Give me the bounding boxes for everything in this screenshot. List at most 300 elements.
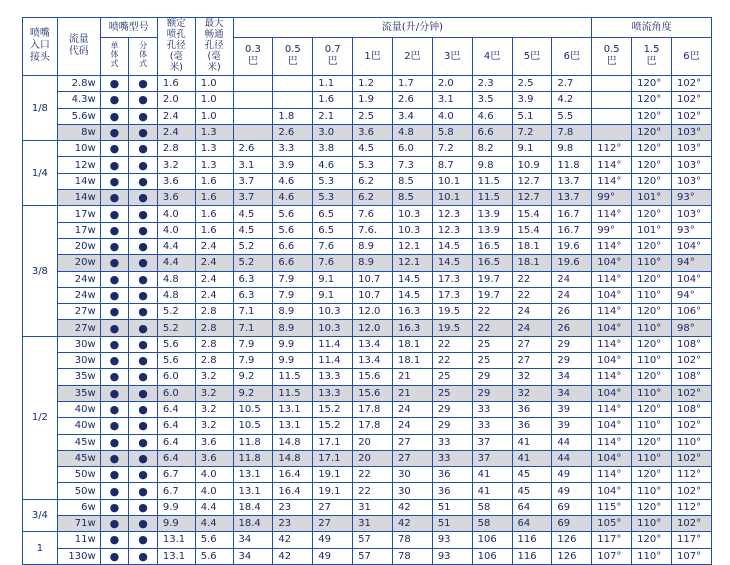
flow-cell: 21 bbox=[392, 385, 432, 401]
split-dot: ● bbox=[129, 450, 158, 466]
single-dot: ● bbox=[100, 467, 129, 483]
flow-code-cell: 30w bbox=[57, 336, 100, 352]
angle-cell: 120° bbox=[632, 108, 672, 124]
split-dot: ● bbox=[129, 434, 158, 450]
header-inlet: 喷嘴入口接头 bbox=[23, 18, 58, 76]
inlet-cell: 1/8 bbox=[23, 76, 58, 141]
angle-cell: 104° bbox=[592, 353, 632, 369]
flow-cell: 24 bbox=[392, 418, 432, 434]
flow-cell: 6.3 bbox=[233, 271, 273, 287]
split-dot: ● bbox=[129, 287, 158, 303]
angle-cell: 102° bbox=[671, 418, 711, 434]
angle-cell: 120° bbox=[632, 467, 672, 483]
angle-cell: 110° bbox=[632, 548, 672, 564]
flow-cell: 27 bbox=[313, 499, 353, 515]
table-row bbox=[23, 320, 712, 336]
flow-cell: 3.4 bbox=[392, 108, 432, 124]
flow-cell: 30 bbox=[392, 467, 432, 483]
flow-code-cell: 5.6w bbox=[57, 108, 100, 124]
flow-cell: 93 bbox=[432, 548, 472, 564]
flow-cell: 36 bbox=[432, 467, 472, 483]
flow-cell: 19.7 bbox=[472, 287, 512, 303]
single-dot: ● bbox=[100, 336, 129, 352]
header-pressure-1: 0.5巴 bbox=[273, 37, 313, 75]
flow-cell: 16.5 bbox=[472, 255, 512, 271]
split-dot: ● bbox=[129, 238, 158, 254]
flow-cell: 9.2 bbox=[233, 369, 273, 385]
flow-cell: 10.5 bbox=[233, 418, 273, 434]
passage-cell: 3.6 bbox=[195, 434, 233, 450]
flow-cell: 11.5 bbox=[273, 369, 313, 385]
flow-cell: 4.6 bbox=[273, 190, 313, 206]
flow-cell: 37 bbox=[472, 434, 512, 450]
flow-cell: 18.1 bbox=[512, 238, 552, 254]
flow-cell: 22 bbox=[432, 336, 472, 352]
flow-cell: 4.6 bbox=[472, 108, 512, 124]
flow-cell: 26 bbox=[552, 304, 592, 320]
angle-cell: 110° bbox=[632, 287, 672, 303]
flow-cell: 16.3 bbox=[392, 304, 432, 320]
flow-code-cell: 4.3w bbox=[57, 92, 100, 108]
angle-cell: 103° bbox=[671, 173, 711, 189]
angle-cell: 114° bbox=[592, 304, 632, 320]
single-dot: ● bbox=[100, 206, 129, 222]
single-dot: ● bbox=[100, 304, 129, 320]
split-dot: ● bbox=[129, 401, 158, 417]
header-pressure-5: 3巴 bbox=[432, 37, 472, 75]
single-dot: ● bbox=[100, 418, 129, 434]
flow-cell: 10.7 bbox=[353, 271, 393, 287]
angle-cell bbox=[592, 76, 632, 92]
single-dot: ● bbox=[100, 369, 129, 385]
flow-cell: 11.8 bbox=[552, 157, 592, 173]
header-angle-pressure-2: 6巴 bbox=[671, 37, 711, 75]
flow-cell: 3.7 bbox=[233, 173, 273, 189]
inlet-cell: 1 bbox=[23, 532, 58, 565]
header-pressure-3: 1巴 bbox=[353, 37, 393, 75]
flow-cell: 44 bbox=[552, 450, 592, 466]
flow-cell: 45 bbox=[512, 483, 552, 499]
flow-code-cell: 6w bbox=[57, 499, 100, 515]
angle-cell: 110° bbox=[632, 385, 672, 401]
flow-cell: 11.4 bbox=[313, 353, 353, 369]
flow-cell: 10.7 bbox=[353, 287, 393, 303]
passage-cell: 4.0 bbox=[195, 467, 233, 483]
flow-cell: 69 bbox=[552, 499, 592, 515]
flow-cell: 1.9 bbox=[353, 92, 393, 108]
flow-cell bbox=[233, 124, 273, 140]
header-model: 喷嘴型号 bbox=[100, 18, 157, 38]
flow-cell: 13.3 bbox=[313, 369, 353, 385]
flow-cell: 13.9 bbox=[472, 222, 512, 238]
table-row bbox=[23, 124, 712, 140]
flow-code-cell: 11w bbox=[57, 532, 100, 548]
flow-cell: 8.9 bbox=[353, 255, 393, 271]
flow-cell: 18.1 bbox=[392, 353, 432, 369]
flow-cell: 31 bbox=[353, 499, 393, 515]
angle-cell: 104° bbox=[592, 418, 632, 434]
table-row bbox=[23, 157, 712, 173]
angle-cell: 93° bbox=[671, 222, 711, 238]
flow-cell: 51 bbox=[432, 516, 472, 532]
flow-cell: 11.4 bbox=[313, 336, 353, 352]
flow-cell: 5.1 bbox=[512, 108, 552, 124]
orifice-cell: 4.4 bbox=[157, 255, 195, 271]
passage-cell: 5.6 bbox=[195, 532, 233, 548]
flow-code-cell: 71w bbox=[57, 516, 100, 532]
angle-cell: 114° bbox=[592, 434, 632, 450]
table-row bbox=[23, 190, 712, 206]
flow-code-cell: 14w bbox=[57, 173, 100, 189]
orifice-cell: 5.6 bbox=[157, 336, 195, 352]
flow-cell: 17.8 bbox=[353, 401, 393, 417]
flow-cell: 93 bbox=[432, 532, 472, 548]
table-row bbox=[23, 401, 712, 417]
flow-cell: 19.7 bbox=[472, 271, 512, 287]
angle-cell: 102° bbox=[671, 353, 711, 369]
single-dot: ● bbox=[100, 401, 129, 417]
flow-cell: 27 bbox=[392, 434, 432, 450]
flow-cell: 24 bbox=[552, 287, 592, 303]
flow-cell: 29 bbox=[472, 369, 512, 385]
flow-code-cell: 35w bbox=[57, 369, 100, 385]
angle-cell: 106° bbox=[671, 304, 711, 320]
flow-cell: 34 bbox=[552, 369, 592, 385]
header-pressure-6: 4巴 bbox=[472, 37, 512, 75]
passage-cell: 1.0 bbox=[195, 92, 233, 108]
angle-cell: 105° bbox=[592, 516, 632, 532]
flow-cell: 31 bbox=[353, 516, 393, 532]
flow-cell: 42 bbox=[273, 548, 313, 564]
flow-cell: 3.5 bbox=[472, 92, 512, 108]
flow-cell: 7.8 bbox=[552, 124, 592, 140]
flow-cell: 34 bbox=[233, 532, 273, 548]
flow-cell: 57 bbox=[353, 548, 393, 564]
flow-cell: 8.2 bbox=[472, 141, 512, 157]
flow-cell: 2.3 bbox=[472, 76, 512, 92]
flow-cell: 3.6 bbox=[353, 124, 393, 140]
flow-cell: 6.6 bbox=[472, 124, 512, 140]
flow-cell: 24 bbox=[552, 271, 592, 287]
flow-cell: 36 bbox=[512, 418, 552, 434]
flow-cell: 9.2 bbox=[233, 385, 273, 401]
flow-cell: 39 bbox=[552, 418, 592, 434]
split-dot: ● bbox=[129, 222, 158, 238]
flow-cell: 69 bbox=[552, 516, 592, 532]
flow-cell: 7.1 bbox=[233, 304, 273, 320]
flow-cell: 36 bbox=[512, 401, 552, 417]
flow-code-cell: 27w bbox=[57, 304, 100, 320]
flow-cell: 8.9 bbox=[353, 238, 393, 254]
flow-cell: 19.5 bbox=[432, 304, 472, 320]
flow-cell: 16.4 bbox=[273, 467, 313, 483]
flow-cell: 6.5 bbox=[313, 222, 353, 238]
flow-cell: 27 bbox=[392, 450, 432, 466]
header-flow: 流量(升/分钟) bbox=[233, 18, 592, 38]
flow-cell: 58 bbox=[472, 516, 512, 532]
flow-cell: 12.3 bbox=[432, 222, 472, 238]
table-row bbox=[23, 499, 712, 515]
passage-cell: 1.6 bbox=[195, 206, 233, 222]
flow-cell: 33 bbox=[432, 450, 472, 466]
orifice-cell: 4.8 bbox=[157, 271, 195, 287]
flow-cell: 23 bbox=[273, 516, 313, 532]
angle-cell: 101° bbox=[632, 222, 672, 238]
flow-cell: 14.5 bbox=[392, 271, 432, 287]
flow-code-cell: 10w bbox=[57, 141, 100, 157]
flow-cell: 7.3 bbox=[392, 157, 432, 173]
header-pressure-4: 2巴 bbox=[392, 37, 432, 75]
flow-cell: 3.0 bbox=[313, 124, 353, 140]
flow-code-cell: 24w bbox=[57, 271, 100, 287]
split-dot: ● bbox=[129, 255, 158, 271]
flow-cell: 4.0 bbox=[432, 108, 472, 124]
flow-cell: 11.5 bbox=[472, 173, 512, 189]
flow-cell: 13.1 bbox=[273, 401, 313, 417]
flow-cell: 9.8 bbox=[552, 141, 592, 157]
header-passage: 最大畅通孔径(毫米) bbox=[195, 18, 233, 76]
orifice-cell: 4.0 bbox=[157, 206, 195, 222]
angle-cell bbox=[592, 124, 632, 140]
flow-cell: 11.5 bbox=[273, 385, 313, 401]
table-row bbox=[23, 76, 712, 92]
flow-cell: 1.1 bbox=[313, 76, 353, 92]
single-dot: ● bbox=[100, 483, 129, 499]
flow-cell: 12.0 bbox=[353, 320, 393, 336]
flow-cell: 2.1 bbox=[313, 108, 353, 124]
split-dot: ● bbox=[129, 467, 158, 483]
angle-cell: 110° bbox=[632, 353, 672, 369]
orifice-cell: 2.4 bbox=[157, 124, 195, 140]
flow-cell: 4.5 bbox=[233, 206, 273, 222]
angle-cell: 103° bbox=[671, 157, 711, 173]
passage-cell: 2.8 bbox=[195, 353, 233, 369]
flow-cell: 4.6 bbox=[313, 157, 353, 173]
flow-cell: 5.2 bbox=[233, 255, 273, 271]
flow-cell: 10.5 bbox=[233, 401, 273, 417]
orifice-cell: 6.0 bbox=[157, 385, 195, 401]
passage-cell: 2.8 bbox=[195, 304, 233, 320]
flow-cell: 24 bbox=[392, 401, 432, 417]
orifice-cell: 5.2 bbox=[157, 320, 195, 336]
inlet-cell: 1/4 bbox=[23, 141, 58, 206]
orifice-cell: 3.6 bbox=[157, 190, 195, 206]
flow-cell: 16.7 bbox=[552, 222, 592, 238]
flow-cell: 22 bbox=[353, 483, 393, 499]
flow-cell: 22 bbox=[353, 467, 393, 483]
passage-cell: 1.3 bbox=[195, 157, 233, 173]
flow-cell: 2.0 bbox=[432, 76, 472, 92]
flow-cell: 10.1 bbox=[432, 190, 472, 206]
single-dot: ● bbox=[100, 255, 129, 271]
orifice-cell: 2.4 bbox=[157, 108, 195, 124]
flow-cell: 45 bbox=[512, 467, 552, 483]
flow-cell: 37 bbox=[472, 450, 512, 466]
angle-cell: 114° bbox=[592, 238, 632, 254]
flow-cell: 27 bbox=[512, 336, 552, 352]
single-dot: ● bbox=[100, 532, 129, 548]
flow-cell: 7.2 bbox=[512, 124, 552, 140]
flow-cell: 22 bbox=[472, 320, 512, 336]
angle-cell: 110° bbox=[632, 418, 672, 434]
flow-cell: 4.5 bbox=[233, 222, 273, 238]
orifice-cell: 13.1 bbox=[157, 532, 195, 548]
header-orifice: 额定喷孔孔径(毫米) bbox=[157, 18, 195, 76]
single-dot: ● bbox=[100, 222, 129, 238]
passage-cell: 4.4 bbox=[195, 516, 233, 532]
flow-cell: 12.1 bbox=[392, 255, 432, 271]
flow-cell: 32 bbox=[512, 385, 552, 401]
flow-cell: 14.8 bbox=[273, 450, 313, 466]
header-angle-pressure-0: 0.5巴 bbox=[592, 37, 632, 75]
flow-cell: 5.3 bbox=[313, 190, 353, 206]
split-dot: ● bbox=[129, 516, 158, 532]
flow-code-cell: 2.8w bbox=[57, 76, 100, 92]
flow-cell: 33 bbox=[472, 401, 512, 417]
table-row bbox=[23, 532, 712, 548]
table-row bbox=[23, 434, 712, 450]
passage-cell: 2.4 bbox=[195, 255, 233, 271]
passage-cell: 3.2 bbox=[195, 369, 233, 385]
flow-cell: 14.5 bbox=[432, 255, 472, 271]
single-dot: ● bbox=[100, 173, 129, 189]
flow-cell: 106 bbox=[472, 532, 512, 548]
passage-cell: 1.0 bbox=[195, 108, 233, 124]
flow-cell: 126 bbox=[552, 548, 592, 564]
single-dot: ● bbox=[100, 238, 129, 254]
flow-cell: 1.7 bbox=[392, 76, 432, 92]
flow-cell: 1.8 bbox=[273, 108, 313, 124]
flow-code-cell: 45w bbox=[57, 450, 100, 466]
flow-cell: 15.6 bbox=[353, 369, 393, 385]
flow-cell: 3.9 bbox=[512, 92, 552, 108]
flow-cell: 8.7 bbox=[432, 157, 472, 173]
table-row bbox=[23, 141, 712, 157]
flow-cell: 15.2 bbox=[313, 401, 353, 417]
angle-cell: 104° bbox=[592, 385, 632, 401]
flow-cell: 10.9 bbox=[512, 157, 552, 173]
flow-cell: 42 bbox=[273, 532, 313, 548]
header-single: 单体式 bbox=[100, 37, 129, 75]
flow-cell: 58 bbox=[472, 499, 512, 515]
angle-cell: 94° bbox=[671, 255, 711, 271]
flow-cell: 16.4 bbox=[273, 483, 313, 499]
flow-cell: 16.3 bbox=[392, 320, 432, 336]
flow-cell: 7.6 bbox=[353, 206, 393, 222]
flow-cell: 10.3 bbox=[392, 222, 432, 238]
flow-cell: 13.7 bbox=[552, 173, 592, 189]
flow-cell: 9.1 bbox=[313, 287, 353, 303]
passage-cell: 1.3 bbox=[195, 141, 233, 157]
header-flow-code: 流量代码 bbox=[57, 18, 100, 76]
flow-cell: 12.7 bbox=[512, 173, 552, 189]
angle-cell: 104° bbox=[671, 238, 711, 254]
flow-cell: 2.5 bbox=[353, 108, 393, 124]
angle-cell: 114° bbox=[592, 173, 632, 189]
flow-cell: 41 bbox=[472, 483, 512, 499]
angle-cell: 102° bbox=[671, 483, 711, 499]
passage-cell: 3.2 bbox=[195, 418, 233, 434]
flow-cell: 3.1 bbox=[432, 92, 472, 108]
flow-cell: 29 bbox=[552, 336, 592, 352]
flow-cell: 64 bbox=[512, 516, 552, 532]
angle-cell: 112° bbox=[671, 467, 711, 483]
orifice-cell: 13.1 bbox=[157, 548, 195, 564]
single-dot: ● bbox=[100, 450, 129, 466]
flow-cell: 2.6 bbox=[392, 92, 432, 108]
angle-cell: 104° bbox=[592, 255, 632, 271]
single-dot: ● bbox=[100, 499, 129, 515]
flow-cell: 17.1 bbox=[313, 434, 353, 450]
flow-cell: 3.1 bbox=[233, 157, 273, 173]
flow-code-cell: 35w bbox=[57, 385, 100, 401]
split-dot: ● bbox=[129, 173, 158, 189]
flow-cell: 5.6 bbox=[273, 206, 313, 222]
angle-cell: 108° bbox=[671, 401, 711, 417]
flow-cell: 5.3 bbox=[313, 173, 353, 189]
flow-code-cell: 40w bbox=[57, 401, 100, 417]
header-angle: 喷流角度 bbox=[592, 18, 712, 38]
angle-cell: 114° bbox=[592, 467, 632, 483]
flow-cell: 64 bbox=[512, 499, 552, 515]
passage-cell: 3.6 bbox=[195, 450, 233, 466]
flow-cell: 13.3 bbox=[313, 385, 353, 401]
angle-cell: 102° bbox=[671, 108, 711, 124]
flow-cell: 49 bbox=[313, 548, 353, 564]
single-dot: ● bbox=[100, 287, 129, 303]
split-dot: ● bbox=[129, 141, 158, 157]
flow-cell: 44 bbox=[552, 434, 592, 450]
flow-code-cell: 30w bbox=[57, 353, 100, 369]
angle-cell: 114° bbox=[592, 206, 632, 222]
flow-cell: 27 bbox=[313, 516, 353, 532]
angle-cell: 115° bbox=[592, 499, 632, 515]
flow-cell: 6.6 bbox=[273, 238, 313, 254]
flow-cell: 33 bbox=[472, 418, 512, 434]
flow-cell: 11.8 bbox=[233, 450, 273, 466]
flow-cell: 13.1 bbox=[233, 467, 273, 483]
flow-code-cell: 8w bbox=[57, 124, 100, 140]
flow-cell: 17.8 bbox=[353, 418, 393, 434]
flow-cell: 19.1 bbox=[313, 483, 353, 499]
single-dot: ● bbox=[100, 157, 129, 173]
passage-cell: 2.8 bbox=[195, 336, 233, 352]
flow-cell: 24 bbox=[512, 320, 552, 336]
flow-cell: 10.3 bbox=[392, 206, 432, 222]
flow-cell: 12.0 bbox=[353, 304, 393, 320]
table-row bbox=[23, 336, 712, 352]
split-dot: ● bbox=[129, 108, 158, 124]
flow-cell bbox=[233, 108, 273, 124]
flow-cell: 29 bbox=[432, 418, 472, 434]
orifice-cell: 9.9 bbox=[157, 499, 195, 515]
header-angle-pressure-1: 1.5巴 bbox=[632, 37, 672, 75]
flow-cell: 6.6 bbox=[273, 255, 313, 271]
flow-cell: 39 bbox=[552, 401, 592, 417]
inlet-cell: 3/4 bbox=[23, 499, 58, 532]
nozzle-spec-table bbox=[22, 17, 712, 565]
angle-cell: 108° bbox=[671, 336, 711, 352]
angle-cell: 104° bbox=[592, 450, 632, 466]
orifice-cell: 3.6 bbox=[157, 173, 195, 189]
flow-cell: 3.8 bbox=[313, 141, 353, 157]
flow-cell: 18.4 bbox=[233, 516, 273, 532]
single-dot: ● bbox=[100, 434, 129, 450]
flow-cell: 13.4 bbox=[353, 353, 393, 369]
flow-cell: 5.2 bbox=[233, 238, 273, 254]
flow-cell: 18.4 bbox=[233, 499, 273, 515]
angle-cell: 112° bbox=[592, 141, 632, 157]
